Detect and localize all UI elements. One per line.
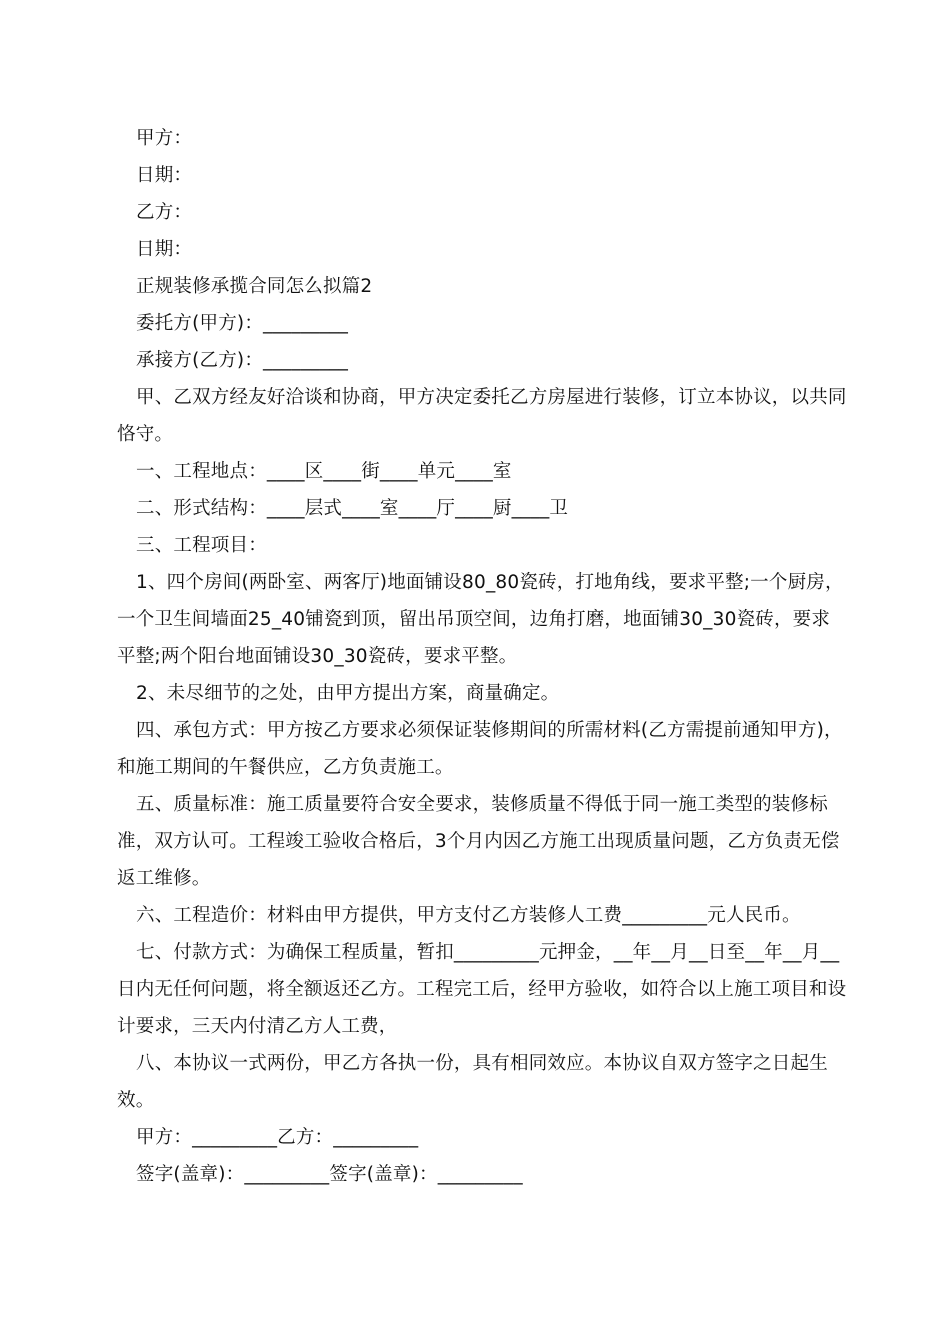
client-line: 委托方(甲方)：_________	[136, 313, 349, 334]
clause-effect: 八、本协议一式两份，甲乙方各执一份，具有相同效应。本协议自双方签字之日起生效。	[117, 1053, 828, 1111]
party-b-line: 乙方：	[136, 202, 193, 223]
clause-quality-standard: 五、质量标准：施工质量要符合安全要求，装修质量不得低于同一施工类型的装修标准，双方认可。工程竣工验收合格后，3个月内因乙方施工出现质量问题，乙方负责无偿返工维修。	[117, 794, 840, 889]
clause-structure: 二、形式结构：____层式____室____厅____厨____卫	[136, 498, 569, 519]
date-line: 日期：	[136, 165, 193, 186]
contractor-line: 承接方(乙方)：_________	[136, 350, 349, 371]
signature-seal-line: 签字(盖章)：_________签字(盖章)：_________	[136, 1164, 523, 1185]
party-a-line: 甲方：	[136, 128, 193, 149]
date-line: 日期：	[136, 239, 193, 260]
signature-parties-line: 甲方：_________乙方：_________	[136, 1127, 419, 1148]
clause-contract-method: 四、承包方式：甲方按乙方要求必须保证装修期间的所需材料(乙方需提前通知甲方)，和施工期间的午餐供应，乙方负责施工。	[117, 720, 843, 778]
clause-cost: 六、工程造价：材料由甲方提供，甲方支付乙方装修人工费_________元人民币。	[136, 905, 801, 926]
clause-location: 一、工程地点：____区____街____单元____室	[136, 461, 512, 482]
clause-payment: 七、付款方式：为确保工程质量，暂扣_________元押金，__年__月__日至__年__月__日内无任何问题，将全额返还乙方。工程完工后，经甲方验收，如符合以上施工项目和设计要求，三天内付清乙方人工费，	[117, 942, 847, 1037]
contract-body	[117, 120, 847, 1193]
preamble-paragraph: 甲、乙双方经友好洽谈和协商，甲方决定委托乙方房屋进行装修，订立本协议，以共同恪守。	[117, 387, 847, 445]
section-title: 正规装修承揽合同怎么拟篇2	[136, 276, 373, 297]
clause-item-1: 1、四个房间(两卧室、两客厅)地面铺设80_80瓷砖，打地角线，要求平整;一个厨房，一个卫生间墙面25_40铺瓷到顶，留出吊顶空间，边角打磨，地面铺30_30瓷砖，要求平整;两个阳台地面铺设30_30瓷砖，要求平整。	[117, 572, 844, 667]
clause-items-heading: 三、工程项目：	[136, 535, 267, 556]
clause-item-2: 2、未尽细节的之处，由甲方提出方案，商量确定。	[136, 683, 560, 704]
